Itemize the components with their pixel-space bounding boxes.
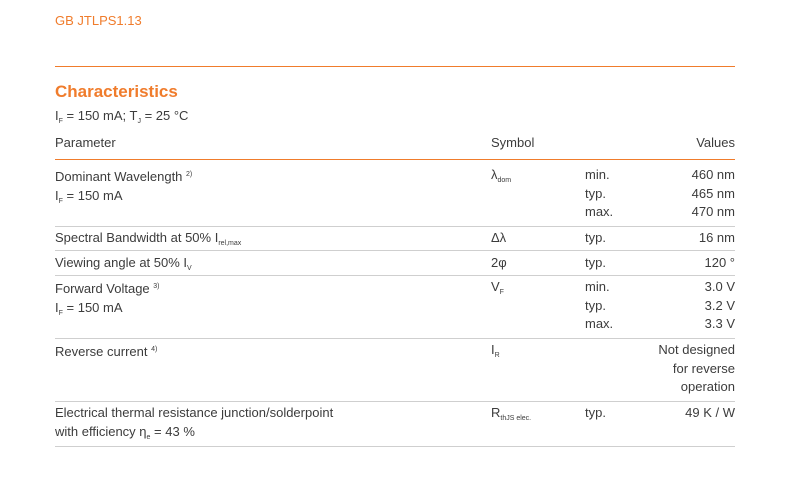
value: 465 nm <box>691 185 735 201</box>
param-label: Viewing angle at 50% I <box>55 255 188 270</box>
value: 470 nm <box>691 204 735 219</box>
value: 3.0 V <box>704 279 735 294</box>
row-divider <box>55 338 735 339</box>
header-symbol: Symbol <box>491 135 535 150</box>
symbol: R <box>491 405 501 420</box>
param-label: Electrical thermal resistance junction/solderpoint <box>55 405 334 420</box>
cond-i-label: I <box>55 108 59 123</box>
top-divider <box>55 66 735 67</box>
value: 460 nm <box>691 167 735 182</box>
qualifier-cell <box>585 404 606 423</box>
qualifier-cell <box>585 254 606 273</box>
symbol: λ <box>491 167 498 182</box>
footnote-ref: 4) <box>151 346 158 353</box>
param-condition-label: with efficiency η <box>55 423 147 439</box>
value: Not designed <box>658 342 735 357</box>
param-condition-sub: F <box>58 309 63 317</box>
param-cell <box>55 404 475 447</box>
cond-i-value: = 150 mA; T <box>62 108 138 123</box>
value-cell <box>699 229 735 248</box>
qualifier: typ. <box>585 230 606 245</box>
value-cell <box>692 166 735 222</box>
footnote-ref: 2) <box>186 171 193 178</box>
symbol-cell <box>491 341 500 366</box>
param-condition-value: = 150 mA <box>62 187 123 203</box>
row-divider <box>55 250 735 251</box>
param-condition-value: = 43 % <box>150 423 195 439</box>
value-cell <box>658 341 735 397</box>
param-label: Spectral Bandwidth at 50% I <box>55 230 219 245</box>
param-condition-sub: F <box>58 197 63 205</box>
symbol-cell <box>491 254 507 273</box>
table-row-viewing-angle <box>55 254 735 274</box>
symbol-cell <box>491 404 531 429</box>
footnote-ref: 3) <box>153 283 160 290</box>
qualifier-cell <box>585 229 606 248</box>
value: 49 K / W <box>685 405 735 420</box>
symbol-sub: thJS elec. <box>500 415 532 422</box>
symbol-cell <box>491 229 506 248</box>
param-sub: rel,max <box>218 240 242 247</box>
param-label: Forward Voltage <box>55 281 154 296</box>
symbol: I <box>491 342 495 357</box>
symbol: Δλ <box>491 230 507 245</box>
value: for reverse <box>672 360 735 376</box>
table-row-thermal-resistance <box>55 404 735 444</box>
qualifier: max. <box>585 316 614 331</box>
qualifier: typ. <box>585 405 606 420</box>
row-divider <box>55 226 735 227</box>
value: 16 nm <box>698 230 735 245</box>
value-cell <box>704 254 735 273</box>
symbol: V <box>491 279 500 294</box>
header-values: Values <box>696 135 735 150</box>
qualifier: min. <box>585 167 610 182</box>
param-label: Dominant Wavelength <box>55 169 187 184</box>
table-row-reverse-current <box>55 341 735 399</box>
qualifier: typ. <box>585 185 606 201</box>
value: 120 ° <box>704 255 735 270</box>
row-divider <box>55 446 735 447</box>
param-condition-label: I <box>55 187 59 203</box>
header-divider <box>55 159 735 160</box>
section-title: Characteristics <box>55 82 178 101</box>
value-cell <box>685 404 735 423</box>
qualifier-cell <box>585 278 613 334</box>
param-condition-sub: e <box>146 433 151 441</box>
qualifier: typ. <box>585 255 606 270</box>
param-condition-value: = 150 mA <box>62 299 123 315</box>
qualifier: min. <box>585 279 610 294</box>
value: 3.2 V <box>704 297 735 313</box>
param-cell <box>55 278 475 323</box>
symbol-sub: F <box>499 289 504 296</box>
document-id: GB JTLPS1.13 <box>55 13 142 28</box>
cond-i-sub: F <box>58 118 63 125</box>
qualifier: max. <box>585 204 614 219</box>
symbol: 2φ <box>491 255 507 270</box>
value: operation <box>680 379 735 394</box>
value-cell <box>705 278 735 334</box>
param-cell <box>55 166 475 211</box>
row-divider <box>55 401 735 402</box>
value: 3.3 V <box>704 316 735 331</box>
test-conditions <box>55 108 188 125</box>
header-parameter: Parameter <box>55 135 116 150</box>
table-row-dominant-wavelength <box>55 166 735 224</box>
symbol-cell <box>491 278 504 303</box>
param-cell <box>55 341 475 362</box>
qualifier: typ. <box>585 297 606 313</box>
table-row-spectral-bandwidth <box>55 229 735 249</box>
table-row-forward-voltage <box>55 278 735 336</box>
cond-t-sub: J <box>137 118 141 125</box>
qualifier-cell <box>585 166 613 222</box>
cond-t-value: = 25 °C <box>140 108 189 123</box>
row-divider <box>55 275 735 276</box>
symbol-sub: dom <box>497 177 512 184</box>
param-condition-label: I <box>55 299 59 315</box>
param-sub: V <box>187 265 192 272</box>
symbol-cell <box>491 166 511 191</box>
symbol-sub: R <box>494 352 500 359</box>
param-label: Reverse current <box>55 344 152 359</box>
